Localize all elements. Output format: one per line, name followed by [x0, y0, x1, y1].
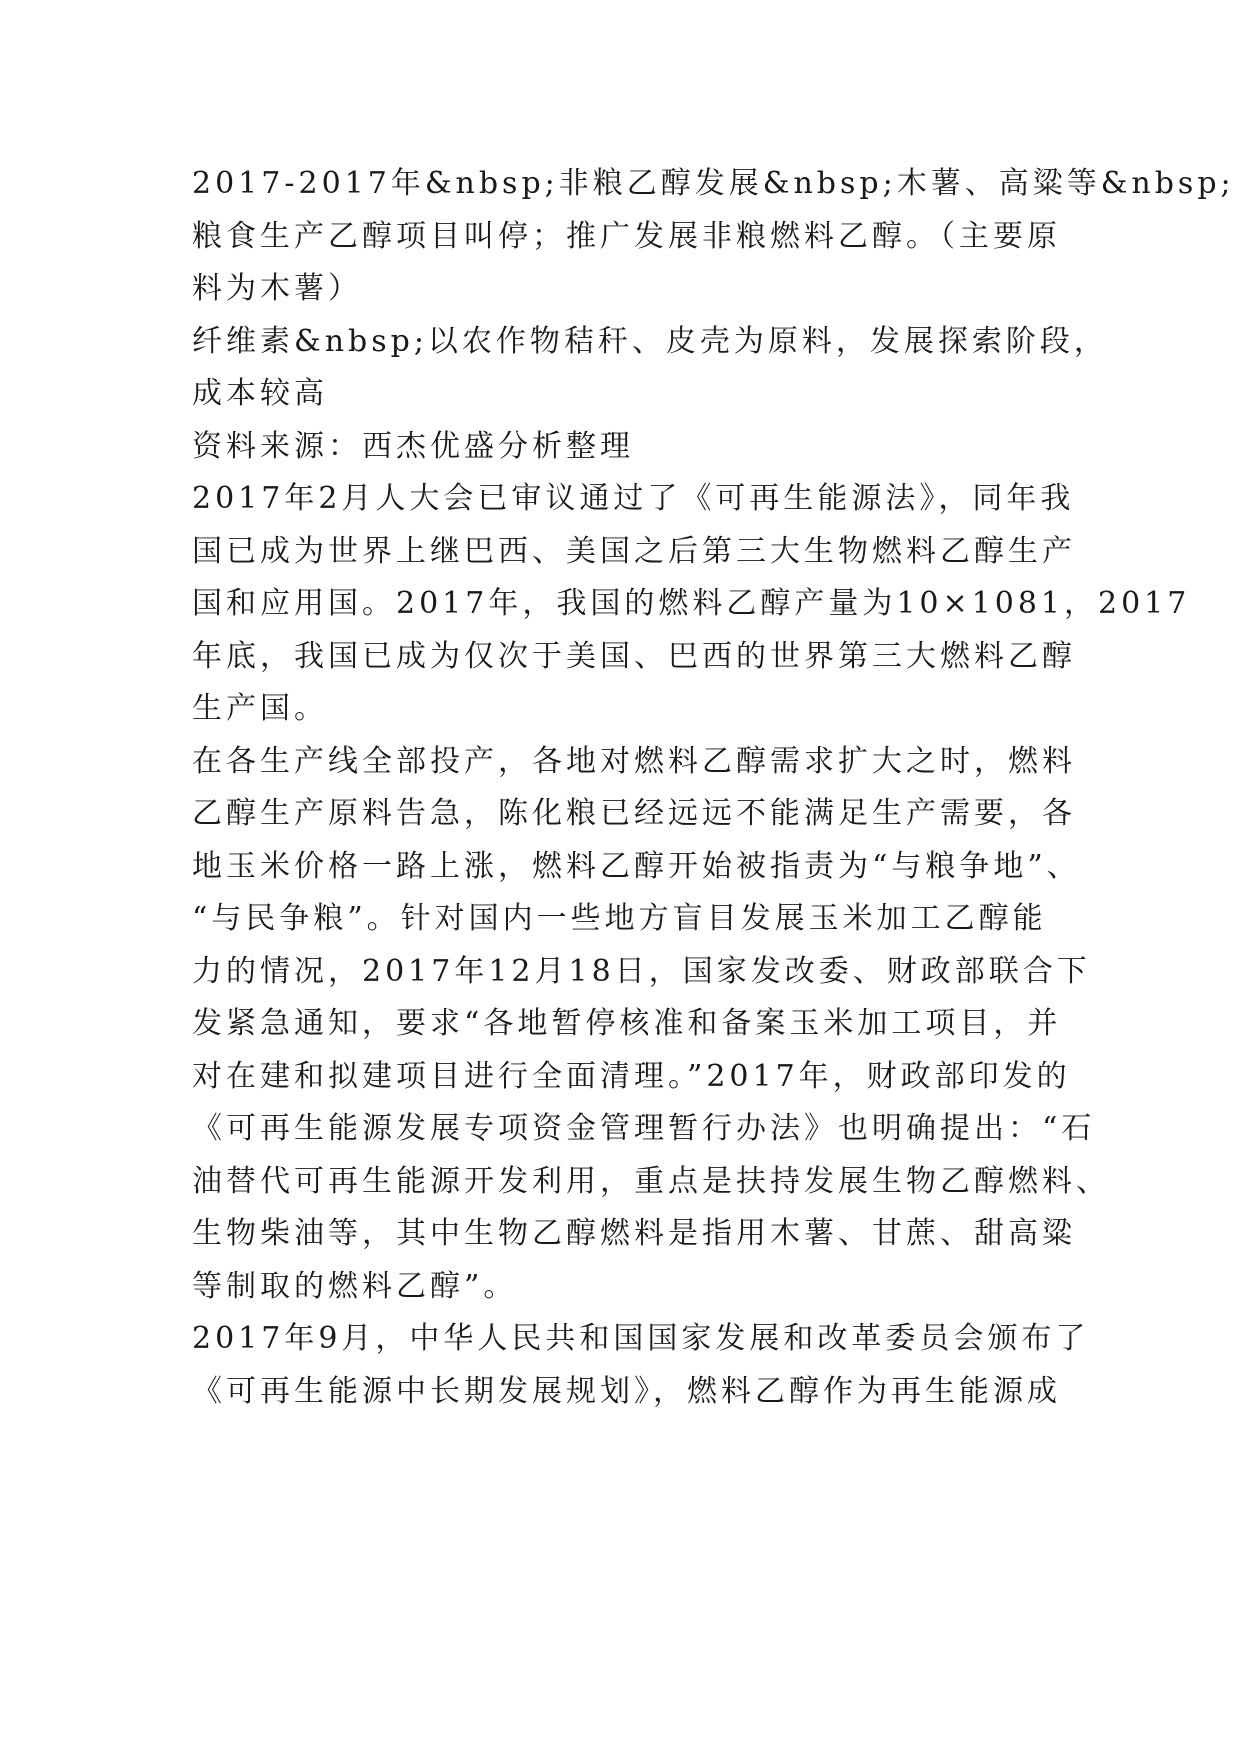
text-line: 2017-2017年&nbsp;非粮乙醇发展&nbsp;木薯、高粱等&nbsp; [192, 166, 1235, 201]
text-line: 成本较高 [192, 376, 328, 411]
text-line: 力的情况，2017年12月18日，国家发改委、财政部联合下 [192, 953, 1091, 989]
text-line: 等制取的燃料乙醇”。 [192, 1268, 518, 1304]
text-line: 《可再生能源发展专项资金管理暂行办法》也明确提出：“石 [192, 1111, 1096, 1146]
text-line: 纤维素&nbsp;以农作物秸秆、皮壳为原料，发展探索阶段， [192, 323, 1108, 359]
paragraph-renewable-energy-law [192, 473, 1191, 736]
paragraph-long-term-plan [192, 1313, 1092, 1418]
text-line: 《可再生能源中长期发展规划》，燃料乙醇作为再生能源成 [192, 1373, 1061, 1409]
text-line: “与民争粮”。针对国内一些地方盲目发展玉米加工乙醇能 [192, 901, 1047, 936]
text-line: 国和应用国。2017年，我国的燃料乙醇产量为10×1081，2017 [192, 586, 1191, 621]
text-line: 年底，我国已成为仅次于美国、巴西的世界第三大燃料乙醇 [192, 638, 1076, 674]
paragraph-cellulose [192, 316, 1108, 421]
text-line: 国已成为世界上继巴西、美国之后第三大生物燃料乙醇生产 [192, 533, 1076, 569]
text-line: 生物柴油等，其中生物乙醇燃料是指用木薯、甘蔗、甜高粱 [192, 1216, 1076, 1251]
text-line: 2017年9月，中华人民共和国国家发展和改革委员会颁布了 [192, 1321, 1090, 1356]
text-line: 发紧急通知，要求“各地暂停核准和备案玉米加工项目，并 [192, 1006, 1062, 1041]
text-line: 在各生产线全部投产，各地对燃料乙醇需求扩大之时，燃料 [192, 743, 1076, 779]
text-line: 粮食生产乙醇项目叫停；推广发展非粮燃料乙醇。（主要原 [192, 218, 1061, 254]
text-line: 地玉米价格一路上涨，燃料乙醇开始被指责为“与粮争地”、 [192, 848, 1081, 884]
text-line: 对在建和拟建项目进行全面清理。”2017年，财政部印发的 [192, 1058, 1071, 1094]
text-line: 油替代可再生能源开发利用，重点是扶持发展生物乙醇燃料、 [192, 1163, 1110, 1199]
text-line: 2017年2月人大会已审议通过了《可再生能源法》，同年我 [192, 481, 1075, 516]
text-line: 乙醇生产原料告急，陈化粮已经远远不能满足生产需要，各 [192, 796, 1076, 831]
source-note: 资料来源：西杰优盛分析整理 [192, 428, 634, 464]
document-body [192, 158, 1235, 1418]
paragraph-source-note [192, 421, 1092, 474]
text-line: 料为木薯） [192, 271, 362, 306]
paragraph-raw-material-shortage [192, 736, 1110, 1314]
text-line: 生产国。 [192, 691, 328, 726]
paragraph-non-grain-ethanol [192, 158, 1235, 316]
